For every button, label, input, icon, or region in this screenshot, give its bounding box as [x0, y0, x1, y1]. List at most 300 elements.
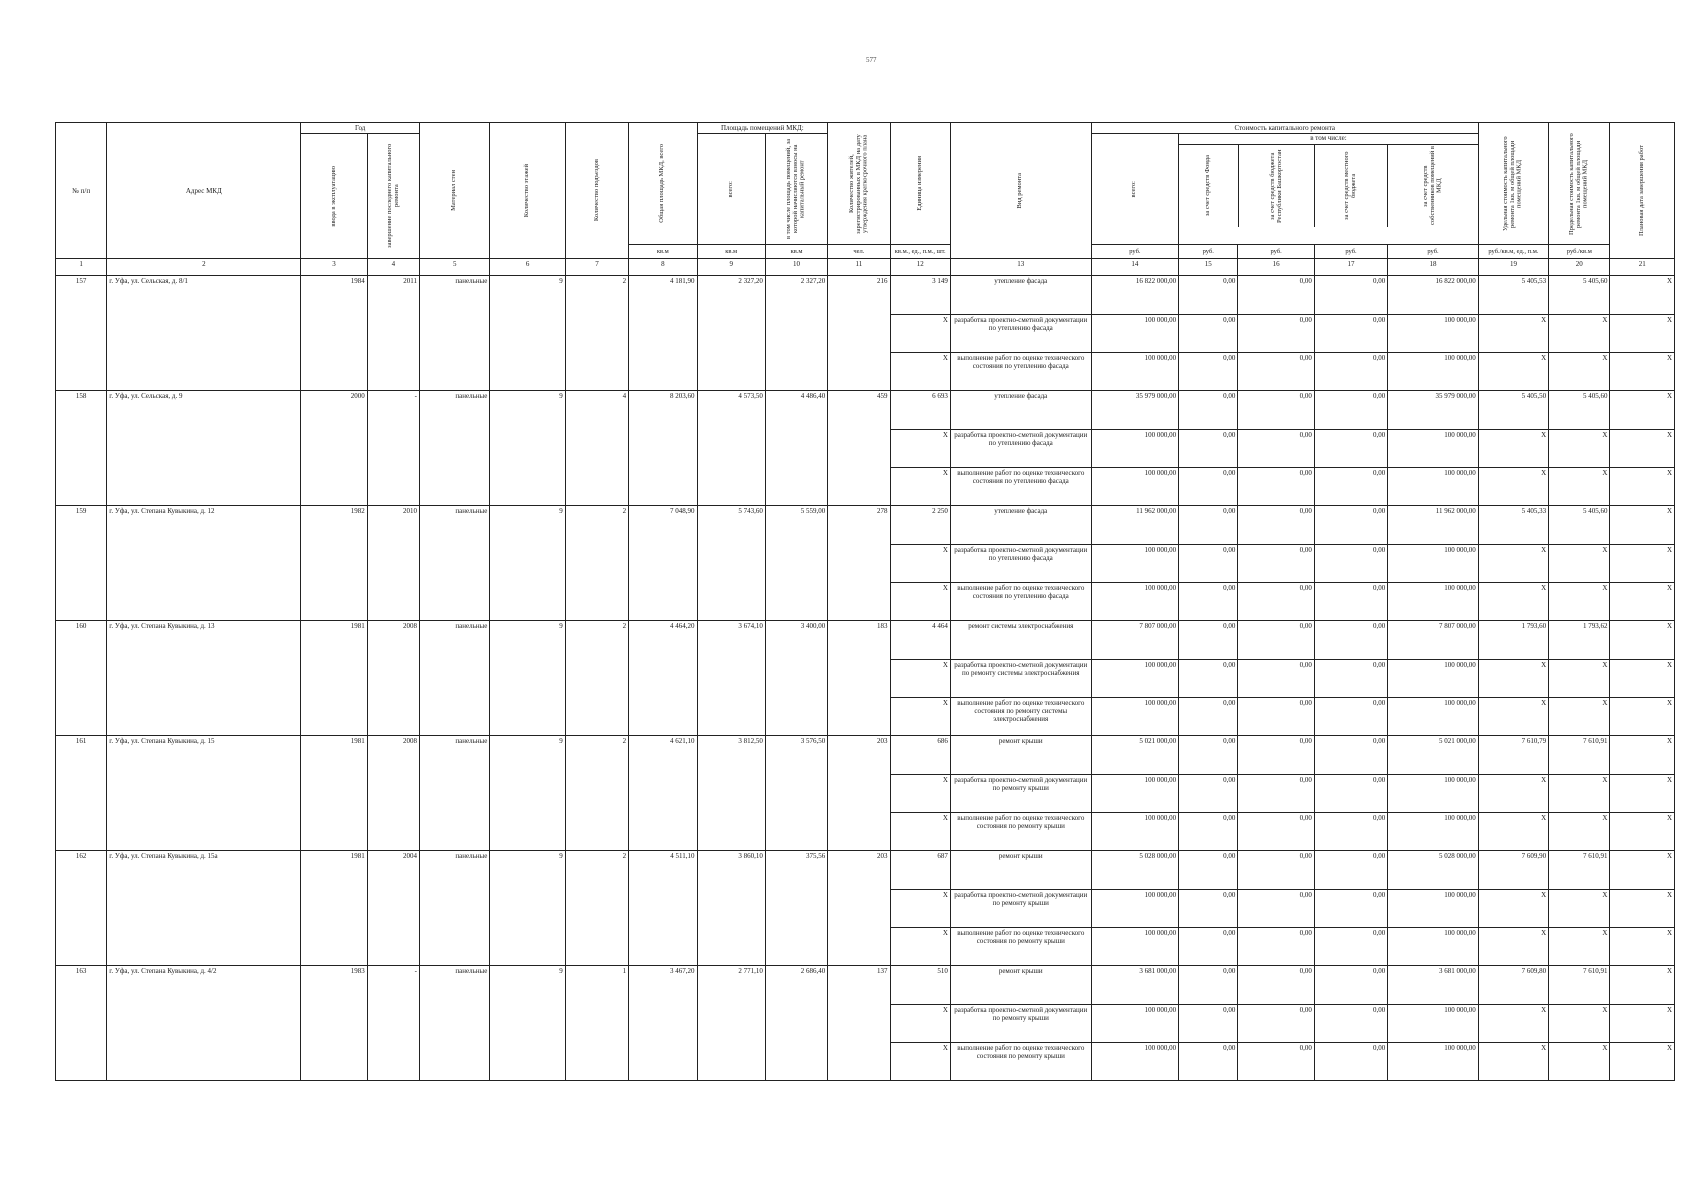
column-number: 3: [301, 259, 367, 276]
header-area-total: всего:: [726, 180, 734, 198]
column-number: 5: [420, 259, 490, 276]
specific-cost: 7 609,80: [1478, 965, 1548, 1004]
column-number: 11: [828, 259, 890, 276]
unit-value: X: [890, 775, 950, 813]
max-cost: X: [1549, 468, 1610, 506]
header-work-type: Вид ремонта: [1016, 172, 1024, 209]
area-total: 7 048,90: [629, 506, 697, 621]
cost-fund: 0,00: [1179, 276, 1238, 315]
residents: 203: [828, 735, 890, 850]
specific-cost: X: [1478, 1005, 1548, 1043]
specific-cost: X: [1478, 430, 1548, 468]
area-total: 4 181,90: [629, 276, 697, 391]
wall-material: панельные: [420, 391, 490, 506]
cost-rb: 0,00: [1238, 660, 1314, 698]
table-row: [56, 621, 1675, 660]
planned-date: X: [1610, 430, 1675, 468]
cost-total: 100 000,00: [1091, 928, 1178, 966]
planned-date: X: [1610, 660, 1675, 698]
unit-rub: руб.: [1314, 245, 1387, 259]
row-number: 160: [56, 621, 107, 736]
header-max-cost: Предельная стоимость капитального ремонта 1кв. м общей площади помещений МКД: [1568, 132, 1589, 235]
work-type: ремонт крыши: [950, 735, 1091, 774]
unit-value: X: [890, 1005, 950, 1043]
max-cost: X: [1549, 430, 1610, 468]
header-address: Адрес МКД: [107, 123, 301, 259]
cost-local: 0,00: [1314, 315, 1387, 353]
header-area-included: в том числе площадь помещений, за которой начисляются взносы на капитальный ремонт: [785, 139, 806, 240]
cost-owners: 100 000,00: [1388, 1005, 1479, 1043]
header-wall-material: Материал стен: [450, 170, 458, 211]
cost-total: 100 000,00: [1091, 430, 1178, 468]
cost-owners: 100 000,00: [1388, 468, 1479, 506]
entrances: 2: [565, 276, 628, 391]
entrances: 4: [565, 391, 628, 506]
header-owners: за счет средств собственников помещений в МКД: [1421, 146, 1443, 226]
cost-local: 0,00: [1314, 965, 1387, 1004]
work-type: разработка проектно-сметной документации по утеплению фасада: [950, 315, 1091, 353]
header-cost-total: всего:: [1130, 180, 1138, 198]
unit-sqm: кв.м: [629, 245, 697, 259]
row-number: 159: [56, 506, 107, 621]
cost-rb: 0,00: [1238, 276, 1314, 315]
cost-local: 0,00: [1314, 583, 1387, 621]
cost-rb: 0,00: [1238, 353, 1314, 391]
floors: 9: [490, 850, 565, 965]
work-type: выполнение работ по оценке технического состояния по утеплению фасада: [950, 468, 1091, 506]
cost-total: 3 681 000,00: [1091, 965, 1178, 1004]
header-fund: за счет средств Фонда: [1203, 155, 1211, 217]
cost-fund: 0,00: [1179, 353, 1238, 391]
unit-value: 686: [890, 735, 950, 774]
floors: 9: [490, 621, 565, 736]
cost-local: 0,00: [1314, 353, 1387, 391]
cost-fund: 0,00: [1179, 698, 1238, 736]
cost-total: 11 962 000,00: [1091, 506, 1178, 545]
cost-owners: 100 000,00: [1388, 353, 1479, 391]
specific-cost: X: [1478, 890, 1548, 928]
cost-total: 35 979 000,00: [1091, 391, 1178, 430]
cost-local: 0,00: [1314, 660, 1387, 698]
cost-fund: 0,00: [1179, 1043, 1238, 1081]
cost-fund: 0,00: [1179, 391, 1238, 430]
cost-fund: 0,00: [1179, 928, 1238, 966]
year-built: 1983: [301, 965, 367, 1080]
planned-date: X: [1610, 928, 1675, 966]
work-type: разработка проектно-сметной документации по утеплению фасада: [950, 545, 1091, 583]
cost-fund: 0,00: [1179, 965, 1238, 1004]
unit-value: 510: [890, 965, 950, 1004]
row-number: 162: [56, 850, 107, 965]
max-cost: 5 405,60: [1549, 276, 1610, 315]
cost-rb: 0,00: [1238, 545, 1314, 583]
year-built: 1982: [301, 506, 367, 621]
cost-total: 100 000,00: [1091, 583, 1178, 621]
cost-total: 5 028 000,00: [1091, 850, 1178, 889]
planned-date: X: [1610, 850, 1675, 889]
planned-date: X: [1610, 775, 1675, 813]
year-built: 1981: [301, 850, 367, 965]
cost-owners: 100 000,00: [1388, 315, 1479, 353]
floors: 9: [490, 506, 565, 621]
year-repair: 2008: [367, 735, 419, 850]
cost-local: 0,00: [1314, 850, 1387, 889]
planned-date: X: [1610, 506, 1675, 545]
specific-cost: X: [1478, 928, 1548, 966]
max-cost: 5 405,60: [1549, 506, 1610, 545]
cost-fund: 0,00: [1179, 890, 1238, 928]
header-planned-date: Плановая дата завершения работ: [1637, 145, 1645, 237]
wall-material: панельные: [420, 850, 490, 965]
address: г. Уфа, ул. Степана Кувыкина, д. 13: [107, 621, 301, 736]
planned-date: X: [1610, 545, 1675, 583]
table-row: [56, 850, 1675, 889]
unit-value: X: [890, 660, 950, 698]
cost-owners: 100 000,00: [1388, 660, 1479, 698]
cost-local: 0,00: [1314, 890, 1387, 928]
area-total: 3 467,20: [629, 965, 697, 1080]
cost-local: 0,00: [1314, 391, 1387, 430]
area-fee: 4 486,40: [765, 391, 827, 506]
residents: 137: [828, 965, 890, 1080]
area-total: 4 621,10: [629, 735, 697, 850]
column-number: 7: [565, 259, 628, 276]
table-row: [56, 276, 1675, 315]
max-cost: X: [1549, 813, 1610, 851]
building-group: [56, 391, 1675, 506]
residents: 459: [828, 391, 890, 506]
building-group: [56, 735, 1675, 850]
building-group: [56, 850, 1675, 965]
cost-local: 0,00: [1314, 698, 1387, 736]
column-number: 8: [629, 259, 697, 276]
cost-rb: 0,00: [1238, 775, 1314, 813]
unit-value: X: [890, 468, 950, 506]
specific-cost: 1 793,60: [1478, 621, 1548, 660]
cost-fund: 0,00: [1179, 430, 1238, 468]
floors: 9: [490, 735, 565, 850]
cost-owners: 3 681 000,00: [1388, 965, 1479, 1004]
column-number: 1: [56, 259, 107, 276]
cost-local: 0,00: [1314, 1043, 1387, 1081]
year-built: 2000: [301, 391, 367, 506]
cost-total: 100 000,00: [1091, 1005, 1178, 1043]
max-cost: 7 610,91: [1549, 735, 1610, 774]
entrances: 1: [565, 965, 628, 1080]
cost-rb: 0,00: [1238, 621, 1314, 660]
cost-owners: 100 000,00: [1388, 890, 1479, 928]
cost-rb: 0,00: [1238, 391, 1314, 430]
work-type: ремонт крыши: [950, 965, 1091, 1004]
cost-rb: 0,00: [1238, 506, 1314, 545]
cost-fund: 0,00: [1179, 775, 1238, 813]
header-unit: Единица измерения: [915, 156, 923, 211]
table-row: [56, 391, 1675, 430]
row-number: 158: [56, 391, 107, 506]
unit-sqm: кв.м: [765, 245, 827, 259]
cost-total: 100 000,00: [1091, 545, 1178, 583]
area-fee: 3 576,50: [765, 735, 827, 850]
cost-local: 0,00: [1314, 430, 1387, 468]
row-number: 157: [56, 276, 107, 391]
max-cost: 5 405,60: [1549, 391, 1610, 430]
column-numbers-row: [56, 259, 1675, 276]
entrances: 2: [565, 850, 628, 965]
cost-owners: 35 979 000,00: [1388, 391, 1479, 430]
work-type: разработка проектно-сметной документации по ремонту крыши: [950, 1005, 1091, 1043]
cost-total: 16 822 000,00: [1091, 276, 1178, 315]
max-cost: X: [1549, 545, 1610, 583]
column-number: 18: [1388, 259, 1479, 276]
area-fee: 5 559,00: [765, 506, 827, 621]
cost-rb: 0,00: [1238, 468, 1314, 506]
planned-date: X: [1610, 621, 1675, 660]
specific-cost: X: [1478, 813, 1548, 851]
specific-cost: X: [1478, 583, 1548, 621]
specific-cost: 5 405,50: [1478, 391, 1548, 430]
specific-cost: X: [1478, 353, 1548, 391]
header-entrances: Количество подъездов: [592, 159, 600, 222]
cost-fund: 0,00: [1179, 583, 1238, 621]
address: г. Уфа, ул. Степана Кувыкина, д. 12: [107, 506, 301, 621]
cost-rb: 0,00: [1238, 1043, 1314, 1081]
cost-owners: 100 000,00: [1388, 1043, 1479, 1081]
entrances: 2: [565, 621, 628, 736]
cost-rb: 0,00: [1238, 850, 1314, 889]
work-type: выполнение работ по оценке технического состояния по ремонту крыши: [950, 1043, 1091, 1081]
header-total-area: Общая площадь МКД, всего: [658, 144, 666, 223]
area-premises: 3 674,10: [697, 621, 765, 736]
specific-cost: 5 405,53: [1478, 276, 1548, 315]
max-cost: 1 793,62: [1549, 621, 1610, 660]
area-total: 4 464,20: [629, 621, 697, 736]
address: г. Уфа, ул. Сельская, д. 8/1: [107, 276, 301, 391]
cost-owners: 11 962 000,00: [1388, 506, 1479, 545]
column-number: 21: [1610, 259, 1675, 276]
address: г. Уфа, ул. Степана Кувыкина, д. 4/2: [107, 965, 301, 1080]
cost-owners: 100 000,00: [1388, 813, 1479, 851]
max-cost: X: [1549, 353, 1610, 391]
floors: 9: [490, 276, 565, 391]
entrances: 2: [565, 506, 628, 621]
area-total: 4 511,10: [629, 850, 697, 965]
cost-local: 0,00: [1314, 468, 1387, 506]
unit-rub: руб.: [1179, 245, 1238, 259]
residents: 183: [828, 621, 890, 736]
unit-value: X: [890, 698, 950, 736]
work-type: выполнение работ по оценке технического состояния по утеплению фасада: [950, 353, 1091, 391]
work-type: выполнение работ по оценке технического состояния по ремонту системы электроснабжения: [950, 698, 1091, 736]
unit-value: X: [890, 928, 950, 966]
column-number: 4: [367, 259, 419, 276]
header-year-group: Год: [301, 123, 420, 134]
cost-fund: 0,00: [1179, 468, 1238, 506]
planned-date: X: [1610, 468, 1675, 506]
cost-total: 100 000,00: [1091, 353, 1178, 391]
work-type: утепление фасада: [950, 391, 1091, 430]
specific-cost: X: [1478, 545, 1548, 583]
cost-owners: 100 000,00: [1388, 545, 1479, 583]
building-group: [56, 506, 1675, 621]
year-repair: -: [367, 965, 419, 1080]
cost-total: 5 021 000,00: [1091, 735, 1178, 774]
unit-value: 2 250: [890, 506, 950, 545]
cost-rb: 0,00: [1238, 315, 1314, 353]
work-type: выполнение работ по оценке технического состояния по утеплению фасада: [950, 583, 1091, 621]
unit-value: X: [890, 353, 950, 391]
cost-rb: 0,00: [1238, 1005, 1314, 1043]
work-type: утепление фасада: [950, 506, 1091, 545]
work-type: утепление фасада: [950, 276, 1091, 315]
cost-fund: 0,00: [1179, 850, 1238, 889]
entrances: 2: [565, 735, 628, 850]
capital-repair-table: [55, 122, 1675, 1081]
column-number: 6: [490, 259, 565, 276]
column-number: 9: [697, 259, 765, 276]
planned-date: X: [1610, 965, 1675, 1004]
cost-owners: 16 822 000,00: [1388, 276, 1479, 315]
cost-rb: 0,00: [1238, 430, 1314, 468]
wall-material: панельные: [420, 506, 490, 621]
column-number: 20: [1549, 259, 1610, 276]
specific-cost: X: [1478, 468, 1548, 506]
unit-value: X: [890, 890, 950, 928]
cost-owners: 100 000,00: [1388, 698, 1479, 736]
wall-material: панельные: [420, 965, 490, 1080]
work-type: разработка проектно-сметной документации по ремонту крыши: [950, 775, 1091, 813]
header-floors: Количество этажей: [523, 163, 531, 218]
cost-total: 100 000,00: [1091, 315, 1178, 353]
specific-cost: 5 405,33: [1478, 506, 1548, 545]
residents: 278: [828, 506, 890, 621]
max-cost: X: [1549, 698, 1610, 736]
planned-date: X: [1610, 890, 1675, 928]
building-group: [56, 965, 1675, 1080]
max-cost: X: [1549, 583, 1610, 621]
max-cost: X: [1549, 928, 1610, 966]
specific-cost: 7 610,79: [1478, 735, 1548, 774]
unit-value: X: [890, 813, 950, 851]
cost-local: 0,00: [1314, 928, 1387, 966]
year-built: 1981: [301, 621, 367, 736]
max-cost: X: [1549, 1043, 1610, 1081]
work-type: разработка проектно-сметной документации по ремонту крыши: [950, 890, 1091, 928]
column-number: 10: [765, 259, 827, 276]
cost-fund: 0,00: [1179, 315, 1238, 353]
cost-total: 100 000,00: [1091, 775, 1178, 813]
wall-material: панельные: [420, 276, 490, 391]
unit-value: X: [890, 583, 950, 621]
cost-total: 7 807 000,00: [1091, 621, 1178, 660]
column-number: 13: [950, 259, 1091, 276]
planned-date: X: [1610, 1043, 1675, 1081]
column-number: 19: [1478, 259, 1548, 276]
cost-fund: 0,00: [1179, 813, 1238, 851]
unit-value: 4 464: [890, 621, 950, 660]
max-cost: X: [1549, 890, 1610, 928]
header-year-commissioned: ввода в эксплуатацию: [329, 165, 337, 227]
building-group: [56, 621, 1675, 736]
building-group: [56, 276, 1675, 391]
residents: 203: [828, 850, 890, 965]
unit-value: 6 693: [890, 391, 950, 430]
area-fee: 375,56: [765, 850, 827, 965]
table-row: [56, 965, 1675, 1004]
column-number: 14: [1091, 259, 1178, 276]
cost-rb: 0,00: [1238, 813, 1314, 851]
floors: 9: [490, 391, 565, 506]
page-number: 577: [866, 56, 877, 64]
area-premises: 3 860,10: [697, 850, 765, 965]
max-cost: X: [1549, 775, 1610, 813]
unit-value: 3 149: [890, 276, 950, 315]
cost-owners: 100 000,00: [1388, 775, 1479, 813]
unit-value: X: [890, 545, 950, 583]
year-built: 1984: [301, 276, 367, 391]
unit-value: X: [890, 315, 950, 353]
max-cost: X: [1549, 1005, 1610, 1043]
unit-rub: руб.: [1388, 245, 1479, 259]
unit-value: X: [890, 430, 950, 468]
area-fee: 2 686,40: [765, 965, 827, 1080]
unit-rub: руб.: [1238, 245, 1314, 259]
specific-cost: X: [1478, 660, 1548, 698]
area-premises: 2 771,10: [697, 965, 765, 1080]
cost-fund: 0,00: [1179, 621, 1238, 660]
cost-owners: 100 000,00: [1388, 583, 1479, 621]
year-repair: 2004: [367, 850, 419, 965]
specific-cost: X: [1478, 1043, 1548, 1081]
planned-date: X: [1610, 391, 1675, 430]
column-number: 16: [1238, 259, 1314, 276]
cost-total: 100 000,00: [1091, 813, 1178, 851]
year-repair: -: [367, 391, 419, 506]
area-premises: 4 573,50: [697, 391, 765, 506]
cost-fund: 0,00: [1179, 1005, 1238, 1043]
specific-cost: 7 609,90: [1478, 850, 1548, 889]
year-repair: 2008: [367, 621, 419, 736]
row-number: 163: [56, 965, 107, 1080]
column-number: 17: [1314, 259, 1387, 276]
unit-rub-sqm: руб./кв.м: [1549, 245, 1610, 259]
unit-measure: кв.м., ед., п.м., шт.: [890, 245, 950, 259]
unit-ppl: чел.: [828, 245, 890, 259]
address: г. Уфа, ул. Сельская, д. 9: [107, 391, 301, 506]
cost-local: 0,00: [1314, 506, 1387, 545]
max-cost: X: [1549, 660, 1610, 698]
header-including-group: в том числе:: [1179, 134, 1478, 145]
cost-local: 0,00: [1314, 1005, 1387, 1043]
cost-local: 0,00: [1314, 276, 1387, 315]
max-cost: X: [1549, 315, 1610, 353]
header-no: № п/п: [56, 123, 107, 259]
work-type: ремонт крыши: [950, 850, 1091, 889]
cost-rb: 0,00: [1238, 735, 1314, 774]
work-type: ремонт системы электроснабжения: [950, 621, 1091, 660]
planned-date: X: [1610, 698, 1675, 736]
cost-rb: 0,00: [1238, 698, 1314, 736]
cost-owners: 7 807 000,00: [1388, 621, 1479, 660]
cost-local: 0,00: [1314, 735, 1387, 774]
cost-owners: 5 021 000,00: [1388, 735, 1479, 774]
unit-sqm: кв.м: [697, 245, 765, 259]
header-budget-rb: за счет средств бюджета Республики Башкортостан: [1268, 149, 1283, 223]
work-type: разработка проектно-сметной документации по ремонту системы электроснабжения: [950, 660, 1091, 698]
table-row: [56, 735, 1675, 774]
cost-local: 0,00: [1314, 621, 1387, 660]
specific-cost: X: [1478, 315, 1548, 353]
area-fee: 3 400,00: [765, 621, 827, 736]
